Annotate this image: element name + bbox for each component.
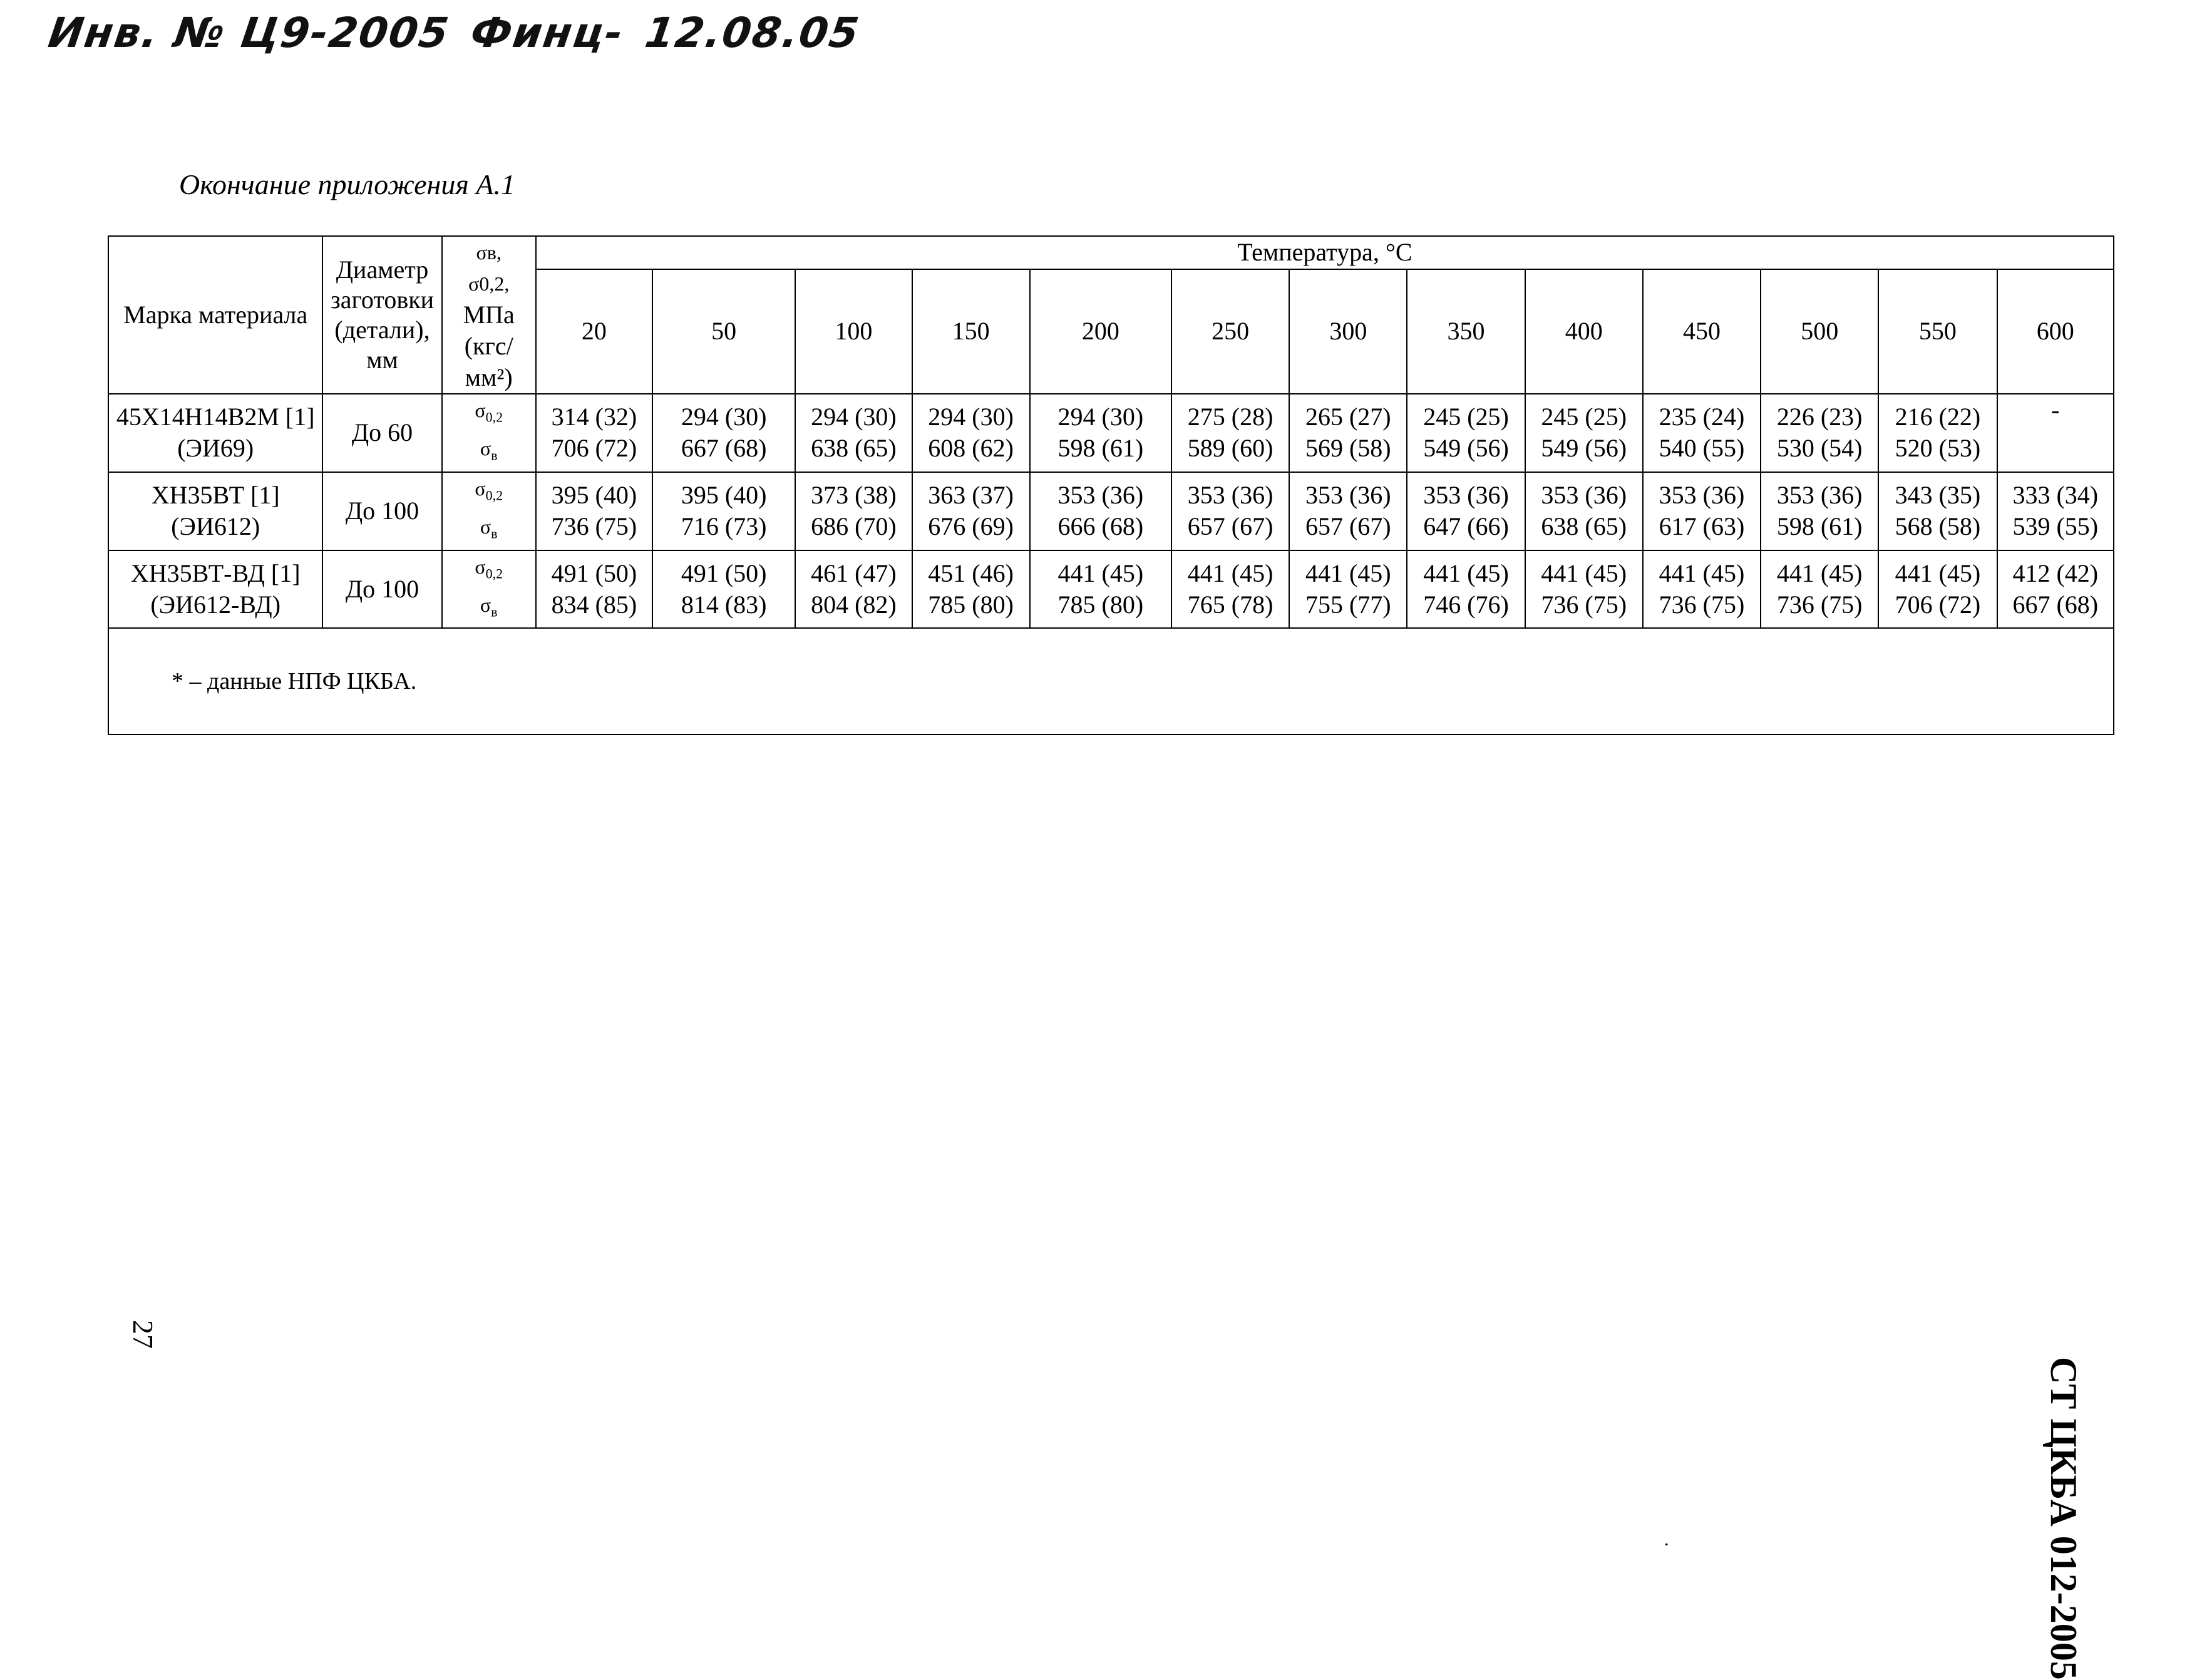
value-cell	[1997, 394, 2114, 472]
sigma-b-value: 617 (63)	[1659, 512, 1745, 541]
sigma-b-value: 676 (69)	[928, 512, 1014, 541]
sigma-02-value: 245 (25)	[1423, 403, 1509, 431]
sigma-b-value: 530 (54)	[1776, 434, 1863, 463]
value-cell	[1289, 550, 1407, 629]
value-cell	[1525, 550, 1643, 629]
sigma-b-value: 814 (83)	[681, 590, 767, 619]
temperature-header-cell: 150	[912, 269, 1030, 394]
diameter-cell: До 100	[322, 550, 441, 629]
material-grade: ХН35ВТ [1]	[151, 481, 280, 510]
header-material: Марка материала	[108, 236, 322, 394]
value-cell	[1878, 472, 1997, 550]
sigma-b-value: 598 (61)	[1776, 512, 1863, 541]
value-cell	[1525, 394, 1643, 472]
temperature-header-cell: 350	[1407, 269, 1525, 394]
sigma-b-value: 608 (62)	[928, 434, 1014, 463]
sigma-02-value: 353 (36)	[1305, 481, 1391, 510]
header-stress-line: σв,	[476, 241, 502, 264]
sigma-02-value: 353 (36)	[1057, 481, 1144, 510]
value-cell	[652, 472, 795, 550]
value-cell	[912, 472, 1030, 550]
value-cell	[1761, 472, 1878, 550]
sigma-02-value: 275 (28)	[1187, 403, 1273, 431]
value-cell	[1878, 550, 1997, 629]
sigma-b-value: 667 (68)	[681, 434, 767, 463]
stress-type-cell	[442, 394, 536, 472]
sigma-b-value: 736 (75)	[551, 512, 637, 541]
sigma-02-value: 412 (42)	[2012, 559, 2099, 587]
sigma-b-value: 539 (55)	[2012, 512, 2099, 541]
sigma-02-value: 294 (30)	[1057, 403, 1144, 431]
scan-mark: .	[1664, 1529, 1669, 1550]
material-grade: 45Х14Н14В2М [1]	[116, 403, 315, 431]
sigma-02-value: 314 (32)	[551, 403, 637, 431]
sigma-02-value: 333 (34)	[2012, 481, 2099, 510]
sigma-b-value: 520 (53)	[1895, 434, 1981, 463]
temperature-header-cell: 400	[1525, 269, 1643, 394]
sigma-b-value: 667 (68)	[2012, 590, 2099, 619]
temperature-header-cell: 500	[1761, 269, 1878, 394]
sigma-b-value: 638 (65)	[1541, 512, 1627, 541]
handwritten-registration-note	[46, 9, 863, 57]
sigma-b-value: 657 (67)	[1187, 512, 1273, 541]
value-cell	[1407, 550, 1525, 629]
value-cell	[1525, 472, 1643, 550]
sigma-02-value: 353 (36)	[1187, 481, 1273, 510]
sigma-b-value: 569 (58)	[1305, 434, 1391, 463]
value-cell	[1643, 394, 1761, 472]
value-cell	[652, 394, 795, 472]
value-cell	[795, 550, 912, 629]
sigma-02-value: 235 (24)	[1659, 403, 1745, 431]
header-diameter: Диаметр заготовки (детали), мм	[322, 236, 441, 394]
sigma-02-value: 294 (30)	[811, 403, 897, 431]
sigma-02-value: 343 (35)	[1895, 481, 1981, 510]
sigma-b-value: 785 (80)	[928, 590, 1014, 619]
sigma-b-value: 568 (58)	[1895, 512, 1981, 541]
diameter-cell: До 100	[322, 472, 441, 550]
sigma-02-value: 441 (45)	[1187, 559, 1273, 587]
temperature-header-cell: 250	[1171, 269, 1289, 394]
temperature-header-cell: 20	[536, 269, 652, 394]
sigma-b-value: 736 (75)	[1541, 590, 1627, 619]
sigma-02-value: 441 (45)	[1895, 559, 1981, 587]
sigma-02-value: 491 (50)	[681, 559, 767, 587]
material-cell	[108, 550, 322, 629]
value-cell	[1643, 550, 1761, 629]
value-cell	[1997, 472, 2114, 550]
temperature-header-cell: 600	[1997, 269, 2114, 394]
sigma-02-value: 265 (27)	[1305, 403, 1391, 431]
value-cell	[1878, 394, 1997, 472]
temperature-header-cell: 300	[1289, 269, 1407, 394]
page-number: 27	[127, 1320, 159, 1349]
header-stress-line: σ0,2,	[468, 272, 510, 295]
sigma-b-value: 706 (72)	[1895, 590, 1981, 619]
temperature-header-cell: 200	[1030, 269, 1171, 394]
handwritten-signature: Финц-	[467, 9, 627, 57]
value-cell	[1171, 550, 1289, 629]
value-cell	[795, 472, 912, 550]
sigma-02-value: 226 (23)	[1776, 403, 1863, 431]
sigma-b-value: 540 (55)	[1659, 434, 1745, 463]
sigma-b-value: 755 (77)	[1305, 590, 1391, 619]
sigma-b-value: 657 (67)	[1305, 512, 1391, 541]
value-cell	[1761, 550, 1878, 629]
sigma-b-value: 647 (66)	[1423, 512, 1509, 541]
sigma-02-value: 353 (36)	[1776, 481, 1863, 510]
handwritten-date: 12.08.05	[642, 9, 863, 57]
sigma-b-value: 785 (80)	[1057, 590, 1144, 619]
value-cell	[1030, 550, 1171, 629]
sigma-b-value: 598 (61)	[1057, 434, 1144, 463]
material-alias: (ЭИ69)	[177, 434, 254, 463]
value-cell	[912, 394, 1030, 472]
sigma-02-value: 441 (45)	[1776, 559, 1863, 587]
sigma-02-label: $\sigma_{0,2}$	[475, 399, 503, 425]
value-cell	[536, 472, 652, 550]
sigma-b-value: 686 (70)	[811, 512, 897, 541]
sigma-b-label: $\sigma_в$	[480, 437, 498, 463]
sigma-b-label: $\sigma_в$	[480, 593, 498, 620]
sigma-b-value: 638 (65)	[811, 434, 897, 463]
value-cell	[1289, 472, 1407, 550]
material-alias: (ЭИ612-ВД)	[150, 590, 281, 619]
sigma-02-value: 245 (25)	[1541, 403, 1627, 431]
sigma-02-value: 441 (45)	[1305, 559, 1391, 587]
sigma-b-value: 666 (68)	[1057, 512, 1144, 541]
sigma-b-value: 736 (75)	[1776, 590, 1863, 619]
sigma-b-value: 549 (56)	[1423, 434, 1509, 463]
temperature-header-cell: 50	[652, 269, 795, 394]
footnote-text: * – данные НПФ ЦКБА.	[172, 668, 417, 695]
value-cell	[1030, 394, 1171, 472]
handwritten-inventory-number: Инв. № Ц9-2005	[45, 9, 453, 57]
sigma-b-value: 736 (75)	[1659, 590, 1745, 619]
sigma-02-value: 395 (40)	[551, 481, 637, 510]
value-cell	[1407, 472, 1525, 550]
sigma-b-value: 804 (82)	[811, 590, 897, 619]
continuation-title: Окончание приложения А.1	[179, 168, 515, 200]
value-cell	[1997, 550, 2114, 629]
sigma-02-value: 353 (36)	[1541, 481, 1627, 510]
sigma-02-value: 441 (45)	[1541, 559, 1627, 587]
sigma-02-value: -	[2051, 396, 2060, 424]
sigma-02-label: $\sigma_{0,2}$	[475, 555, 503, 581]
table-row	[108, 550, 2114, 629]
sigma-02-value: 216 (22)	[1895, 403, 1981, 431]
value-cell	[1171, 394, 1289, 472]
sigma-b-value: 746 (76)	[1423, 590, 1509, 619]
sigma-02-value: 491 (50)	[551, 559, 637, 587]
stress-type-cell	[442, 550, 536, 629]
header-stress-line: (кгс/	[464, 332, 513, 360]
sigma-02-value: 373 (38)	[811, 481, 897, 510]
material-cell	[108, 472, 322, 550]
sigma-02-value: 353 (36)	[1423, 481, 1509, 510]
sigma-02-value: 461 (47)	[811, 559, 897, 587]
temperature-header-cell: 450	[1643, 269, 1761, 394]
sigma-02-value: 441 (45)	[1057, 559, 1144, 587]
sigma-02-value: 363 (37)	[928, 481, 1014, 510]
value-cell	[1407, 394, 1525, 472]
value-cell	[1171, 472, 1289, 550]
temperature-header-cell: 100	[795, 269, 912, 394]
stress-type-cell	[442, 472, 536, 550]
temperature-header-cell: 550	[1878, 269, 1997, 394]
sigma-b-value: 834 (85)	[551, 590, 637, 619]
table-row	[108, 472, 2114, 550]
sigma-02-value: 451 (46)	[928, 559, 1014, 587]
value-cell	[1030, 472, 1171, 550]
sigma-b-value: 589 (60)	[1187, 434, 1273, 463]
value-cell	[795, 394, 912, 472]
sigma-02-value: 294 (30)	[681, 403, 767, 431]
material-cell	[108, 394, 322, 472]
material-alias: (ЭИ612)	[171, 512, 260, 541]
sigma-02-value: 395 (40)	[681, 481, 767, 510]
header-stress	[442, 236, 536, 394]
sigma-b-value: 549 (56)	[1541, 434, 1627, 463]
header-stress-line: МПа	[463, 301, 515, 329]
value-cell	[1289, 394, 1407, 472]
table-row	[108, 394, 2114, 472]
sigma-b-value: 765 (78)	[1187, 590, 1273, 619]
sigma-02-value: 294 (30)	[928, 403, 1014, 431]
value-cell	[1761, 394, 1878, 472]
sigma-b-label: $\sigma_в$	[480, 515, 498, 542]
properties-table	[108, 235, 2114, 735]
footnote-cell	[108, 628, 2114, 734]
value-cell	[1643, 472, 1761, 550]
value-cell	[536, 394, 652, 472]
document-code: СТ ЦКБА 012-2005	[2043, 1357, 2084, 1680]
sigma-02-value: 441 (45)	[1423, 559, 1509, 587]
header-temperature: Температура, °С	[536, 236, 2114, 269]
sigma-02-label: $\sigma_{0,2}$	[475, 477, 503, 503]
sigma-b-value: 706 (72)	[551, 434, 637, 463]
material-grade: ХН35ВТ-ВД [1]	[130, 559, 301, 587]
diameter-cell: До 60	[322, 394, 441, 472]
header-stress-line: мм²)	[465, 363, 513, 391]
sigma-b-value: 716 (73)	[681, 512, 767, 541]
value-cell	[912, 550, 1030, 629]
value-cell	[652, 550, 795, 629]
sigma-02-value: 441 (45)	[1659, 559, 1745, 587]
value-cell	[536, 550, 652, 629]
sigma-02-value: 353 (36)	[1659, 481, 1745, 510]
